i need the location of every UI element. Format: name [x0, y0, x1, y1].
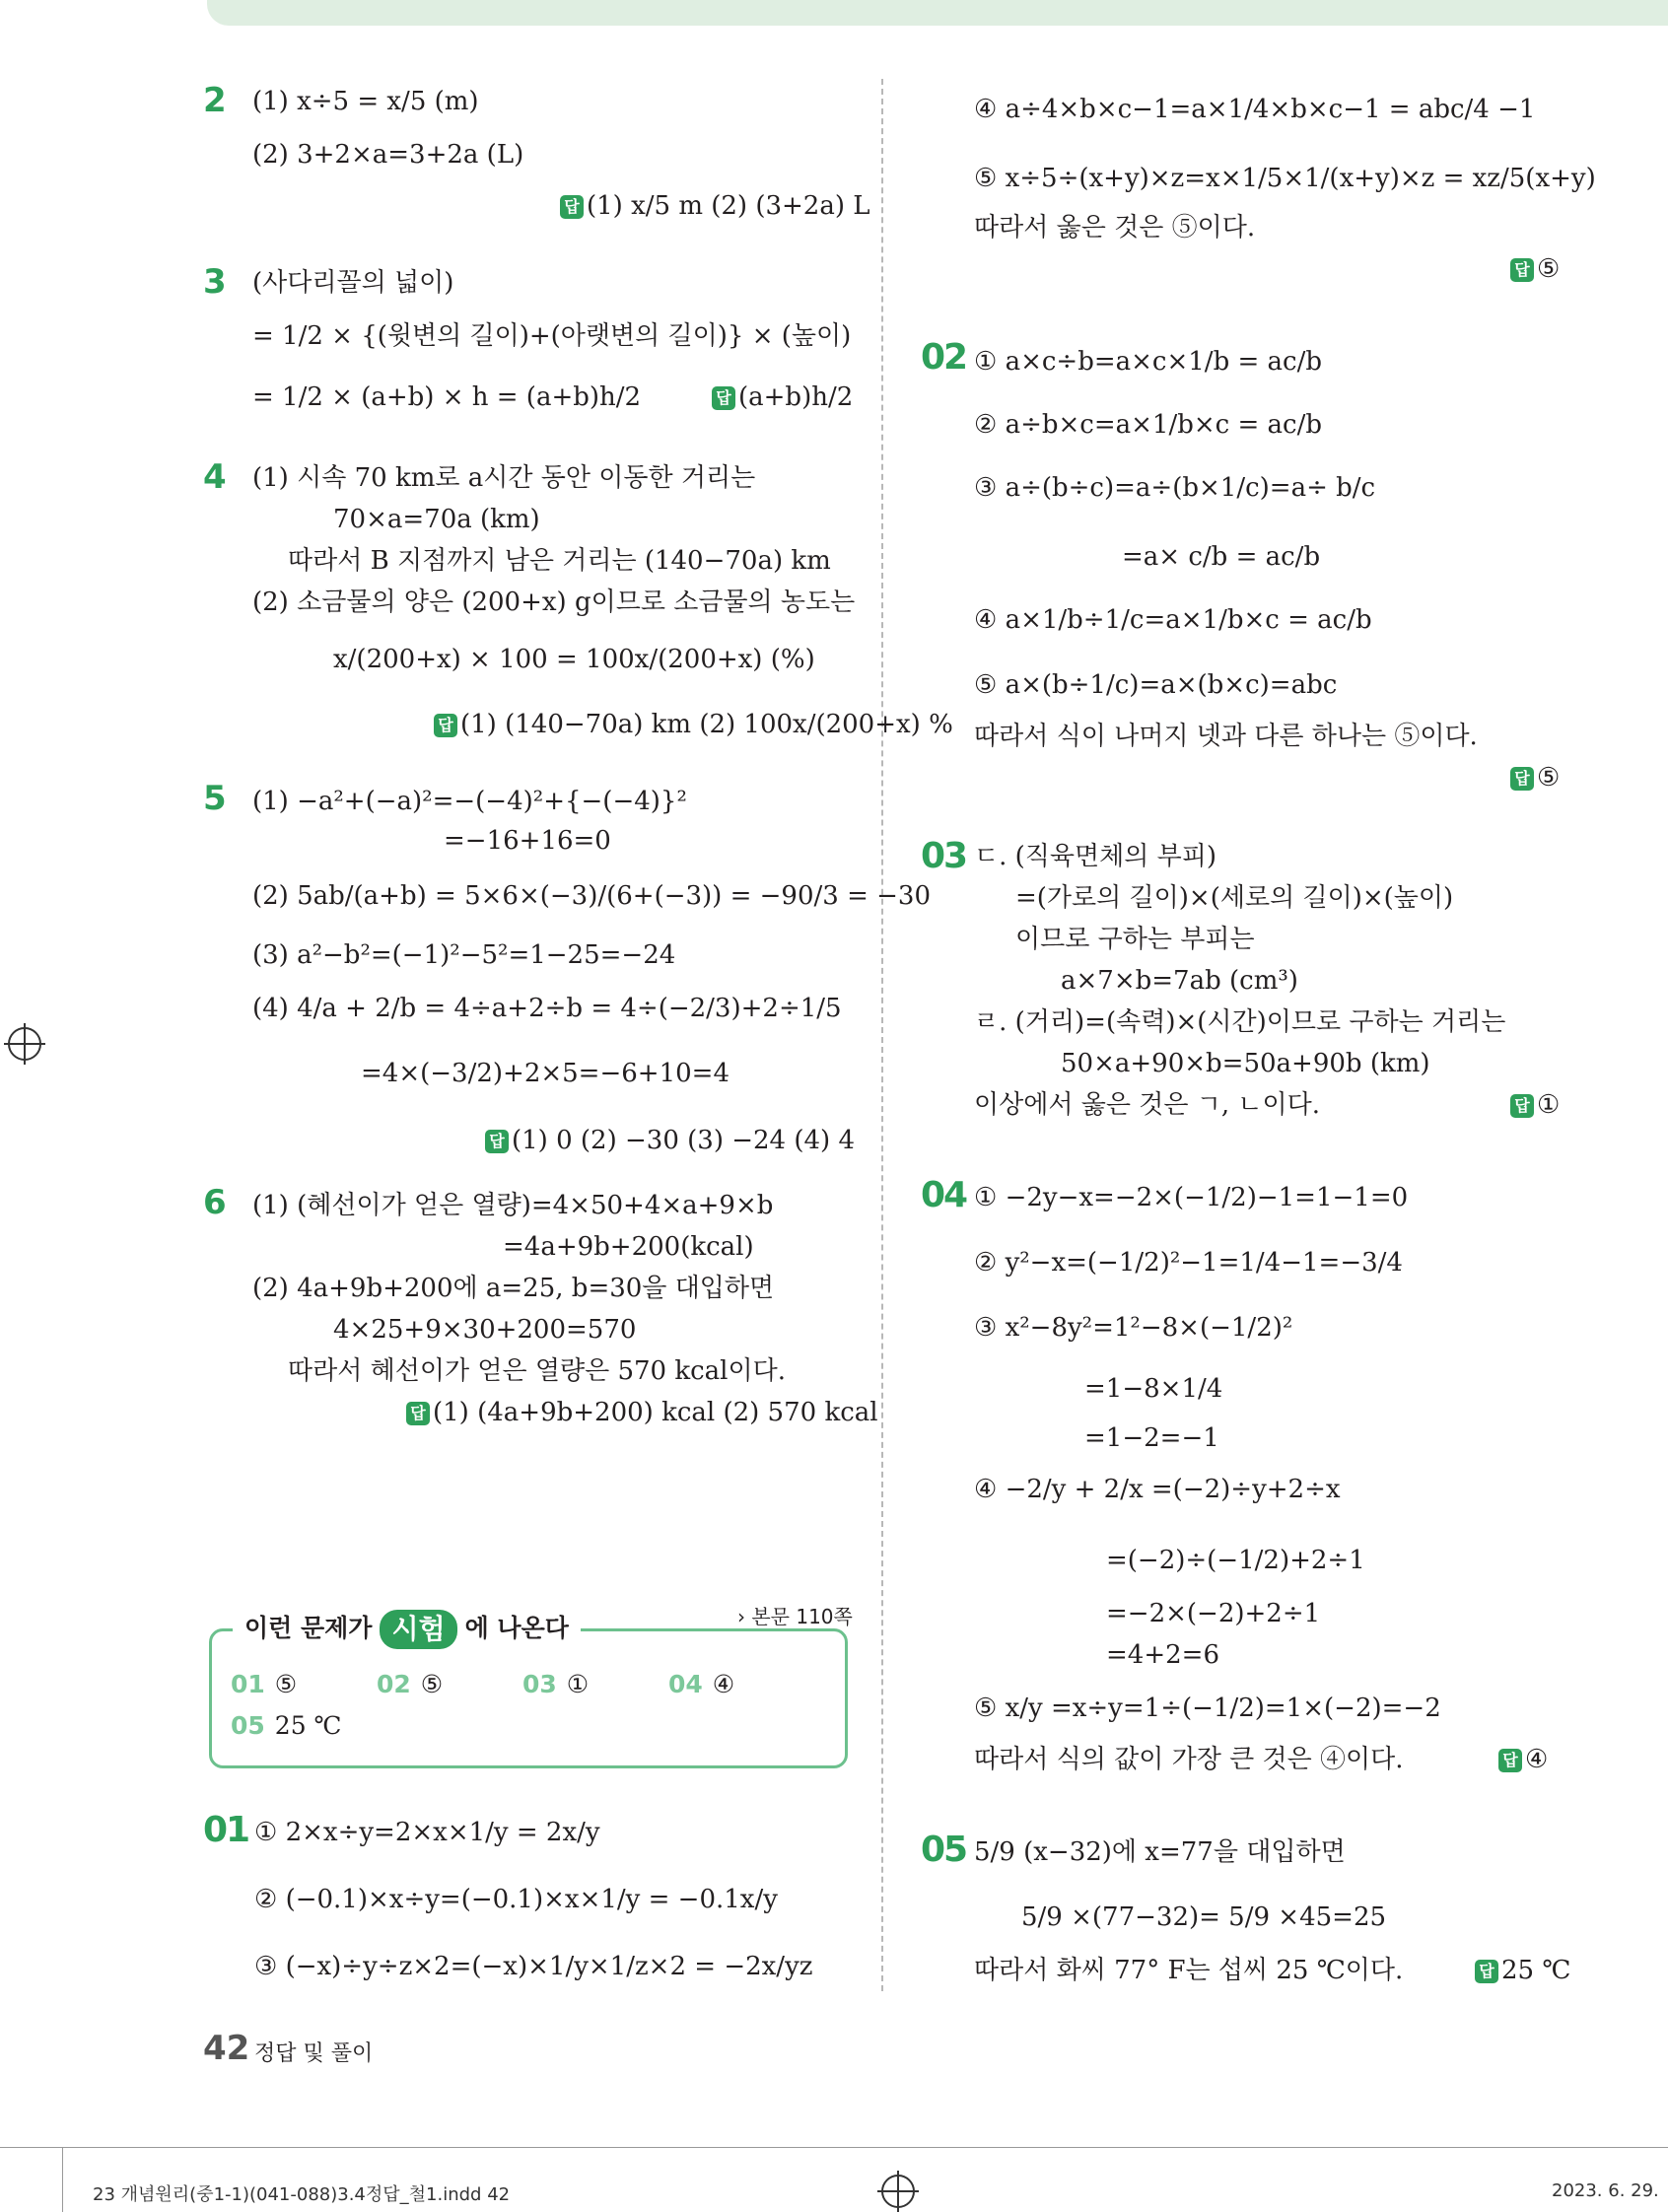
solution-line: 5/9 ×(77−32)= 5/9 ×45=25 [1021, 1902, 1387, 1932]
solution-line: ① −2y−x=−2×(−1/2)−1=1−1=0 [974, 1183, 1409, 1212]
title-post: 에 나온다 [464, 1614, 569, 1642]
solution-line: ③ a÷(b÷c)=a÷(b×1/c)=a÷ b/c [974, 473, 1376, 503]
answer-icon: 답 [406, 1402, 430, 1425]
solution-line: ② y²−x=(−1/2)²−1=1/4−1=−3/4 [974, 1248, 1403, 1278]
solution-line: ㄹ. (거리)=(속력)×(시간)이므로 구하는 거리는 [974, 1007, 1506, 1037]
answer [1475, 1954, 1570, 1987]
solution-line: x/(200+x) × 100 = 100x/(200+x) (%) [333, 645, 815, 674]
answer-text: (1) 0 (2) −30 (3) −24 (4) 4 [512, 1126, 855, 1155]
answer-icon: 답 [1475, 1960, 1498, 1983]
answer-text: (1) (4a+9b+200) kcal (2) 570 kcal [433, 1398, 878, 1427]
answer-text: (1) x/5 m (2) (3+2a) L [587, 191, 870, 221]
solution-line: ④ −2/y + 2/x =(−2)÷y+2÷x [974, 1475, 1341, 1504]
registration-mark-icon [8, 1027, 41, 1061]
solution-line: ③ x²−8y²=1²−8×(−1/2)² [974, 1313, 1293, 1343]
problem-number: 04 [921, 1175, 967, 1215]
answer-text: 25 ℃ [1501, 1956, 1571, 1985]
problem-number: 2 [203, 81, 227, 120]
answer-icon: 답 [1510, 258, 1534, 282]
item-val: ⑤ [274, 1670, 298, 1698]
solution-line: =4×(−3/2)+2×5=−6+10=4 [361, 1059, 730, 1088]
exam-box-title [233, 1607, 581, 1650]
answer-text: ④ [1525, 1745, 1549, 1774]
solution-line: 5/9 (x−32)에 x=77을 대입하면 [974, 1837, 1346, 1867]
answer-text: ⑤ [1537, 763, 1561, 793]
solution-line: (사다리꼴의 넓이) [252, 268, 454, 298]
box-item [231, 1711, 342, 1740]
solution-line: 70×a=70a (km) [333, 505, 540, 534]
solution-line: ⑤ a×(b÷1/c)=a×(b×c)=abc [974, 670, 1338, 700]
answer-icon: 답 [712, 386, 735, 410]
print-date: 2023. 6. 29. [1552, 2180, 1659, 2201]
solution-line: (1) x÷5 = x/5 (m) [252, 87, 479, 116]
item-num: 01 [231, 1670, 265, 1698]
box-item [231, 1670, 297, 1698]
solution-line: 따라서 화씨 77° F는 섭씨 25 ℃이다. [974, 1956, 1404, 1985]
answer-icon: 답 [560, 195, 584, 219]
answer-text: ⑤ [1537, 254, 1561, 284]
answer [485, 1124, 855, 1157]
solution-line: (2) 3+2×a=3+2a (L) [252, 140, 524, 170]
problem-number: 3 [203, 262, 227, 302]
solution-line: ② a÷b×c=a×1/b×c = ac/b [974, 410, 1322, 440]
item-val: 25 ℃ [274, 1711, 342, 1740]
answer-icon: 답 [434, 714, 457, 737]
solution-line: (2) 소금물의 양은 (200+x) g이므로 소금물의 농도는 [252, 588, 856, 617]
answer [406, 1396, 878, 1429]
answer [1510, 1088, 1560, 1122]
registration-mark-icon [881, 2175, 915, 2208]
solution-line: ② (−0.1)×x÷y=(−0.1)×x×1/y = −0.1x/y [254, 1885, 778, 1914]
solution-line: (2) 5ab/(a+b) = 5×6×(−3)/(6+(−3)) = −90/3 = −30 [252, 881, 931, 911]
solution-line: (1) 시속 70 km로 a시간 동안 이동한 거리는 [252, 463, 756, 493]
solution-line: =a× c/b = ac/b [1122, 542, 1321, 572]
problem-number: 01 [203, 1810, 249, 1850]
solution-line: ㄷ. (직육면체의 부피) [974, 842, 1217, 871]
answer [560, 189, 870, 223]
solution-line: (3) a²−b²=(−1)²−5²=1−25=−24 [252, 940, 676, 970]
title-pill: 시험 [380, 1610, 456, 1649]
solution-line: (1) −a²+(−a)²=−(−4)²+{−(−4)}² [252, 787, 687, 816]
solution-line: 따라서 B 지점까지 남은 거리는 (140−70a) km [288, 546, 831, 576]
solution-line: ① a×c÷b=a×c×1/b = ac/b [974, 347, 1322, 377]
solution-line: 이므로 구하는 부피는 [1015, 925, 1255, 954]
answer-icon: 답 [1510, 1094, 1534, 1118]
title-pre: 이런 문제가 [244, 1614, 373, 1642]
solution-line: 따라서 혜선이가 얻은 열량은 570 kcal이다. [288, 1356, 786, 1386]
solution-line: 따라서 옳은 것은 ⑤이다. [974, 213, 1256, 242]
item-val: ⑤ [420, 1670, 444, 1698]
top-color-bar [207, 0, 1668, 26]
answer-icon: 답 [485, 1130, 509, 1153]
answer [712, 380, 853, 414]
solution-line: ④ a×1/b÷1/c=a×1/b×c = ac/b [974, 605, 1372, 635]
answer [434, 708, 953, 741]
solution-line: ⑤ x÷5÷(x+y)×z=x×1/5×1/(x+y)×z = xz/5(x+y) [974, 164, 1596, 193]
solution-line: ④ a÷4×b×c−1=a×1/4×b×c−1 = abc/4 −1 [974, 95, 1536, 124]
answer-icon: 답 [1498, 1749, 1522, 1772]
item-num: 03 [522, 1670, 557, 1698]
box-item [522, 1670, 589, 1698]
answer-icon: 답 [1510, 767, 1534, 791]
solution-line: (1) (혜선이가 얻은 열량)=4×50+4×a+9×b [252, 1191, 774, 1220]
solution-line: ① 2×x÷y=2×x×1/y = 2x/y [254, 1818, 600, 1847]
problem-number: 05 [921, 1830, 967, 1870]
box-item [668, 1670, 734, 1698]
footer-label: 정답 및 풀이 [254, 2041, 374, 2066]
print-trim-line [62, 2147, 63, 2212]
solution-line: 50×a+90×b=50a+90b (km) [1061, 1049, 1430, 1078]
solution-line: a×7×b=7ab (cm³) [1061, 966, 1298, 996]
print-file-info: 23 개념원리(중1-1)(041-088)3.4정답_철1.indd 42 [93, 2184, 511, 2205]
solution-line: =−16+16=0 [444, 826, 611, 856]
solution-line: 따라서 식의 값이 가장 큰 것은 ④이다. [974, 1745, 1404, 1774]
problem-number: 03 [921, 836, 967, 876]
solution-line: =(−2)÷(−1/2)+2÷1 [1106, 1546, 1365, 1575]
item-num: 04 [668, 1670, 703, 1698]
item-val: ④ [712, 1670, 735, 1698]
solution-line: =(가로의 길이)×(세로의 길이)×(높이) [1015, 883, 1454, 913]
print-trim-line [0, 2147, 1668, 2148]
page-reference: › 본문 110쪽 [737, 1605, 853, 1628]
solution-line: 이상에서 옳은 것은 ㄱ, ㄴ이다. [974, 1090, 1320, 1120]
solution-line: (4) 4/a + 2/b = 4÷a+2÷b = 4÷(−2/3)+2÷1/5 [252, 994, 842, 1023]
solution-line: 따라서 식이 나머지 넷과 다른 하나는 ⑤이다. [974, 722, 1478, 751]
item-val: ① [566, 1670, 590, 1698]
answer [1510, 252, 1560, 286]
answer-text: ① [1537, 1090, 1561, 1120]
problem-number: 4 [203, 457, 227, 497]
item-num: 05 [231, 1711, 265, 1740]
answer [1498, 1743, 1548, 1776]
column-divider [881, 79, 883, 1991]
solution-line: ③ (−x)÷y÷z×2=(−x)×1/y×1/z×2 = −2x/yz [254, 1952, 813, 1981]
solution-line: =4+2=6 [1106, 1640, 1219, 1670]
page-number: 42 [203, 2029, 250, 2068]
solution-line: =−2×(−2)+2÷1 [1106, 1599, 1321, 1628]
answer-text: (a+b)h/2 [738, 382, 854, 412]
solution-line: = 1/2 × (a+b) × h = (a+b)h/2 [252, 382, 642, 412]
solution-line: = 1/2 × {(윗변의 길이)+(아랫변의 길이)} × (높이) [252, 321, 852, 351]
solution-line: ⑤ x/y =x÷y=1÷(−1/2)=1×(−2)=−2 [974, 1694, 1441, 1723]
item-num: 02 [377, 1670, 411, 1698]
problem-number: 6 [203, 1183, 227, 1222]
answer [1510, 761, 1560, 795]
problem-number: 5 [203, 779, 227, 818]
problem-number: 02 [921, 337, 967, 378]
answer-text: (1) (140−70a) km (2) 100x/(200+x) % [460, 710, 953, 739]
solution-line: =1−2=−1 [1084, 1423, 1219, 1453]
solution-line: 4×25+9×30+200=570 [333, 1315, 637, 1345]
solution-line: =1−8×1/4 [1084, 1374, 1223, 1404]
solution-line: =4a+9b+200(kcal) [503, 1232, 754, 1262]
box-item [377, 1670, 443, 1698]
solution-line: (2) 4a+9b+200에 a=25, b=30을 대입하면 [252, 1274, 775, 1303]
